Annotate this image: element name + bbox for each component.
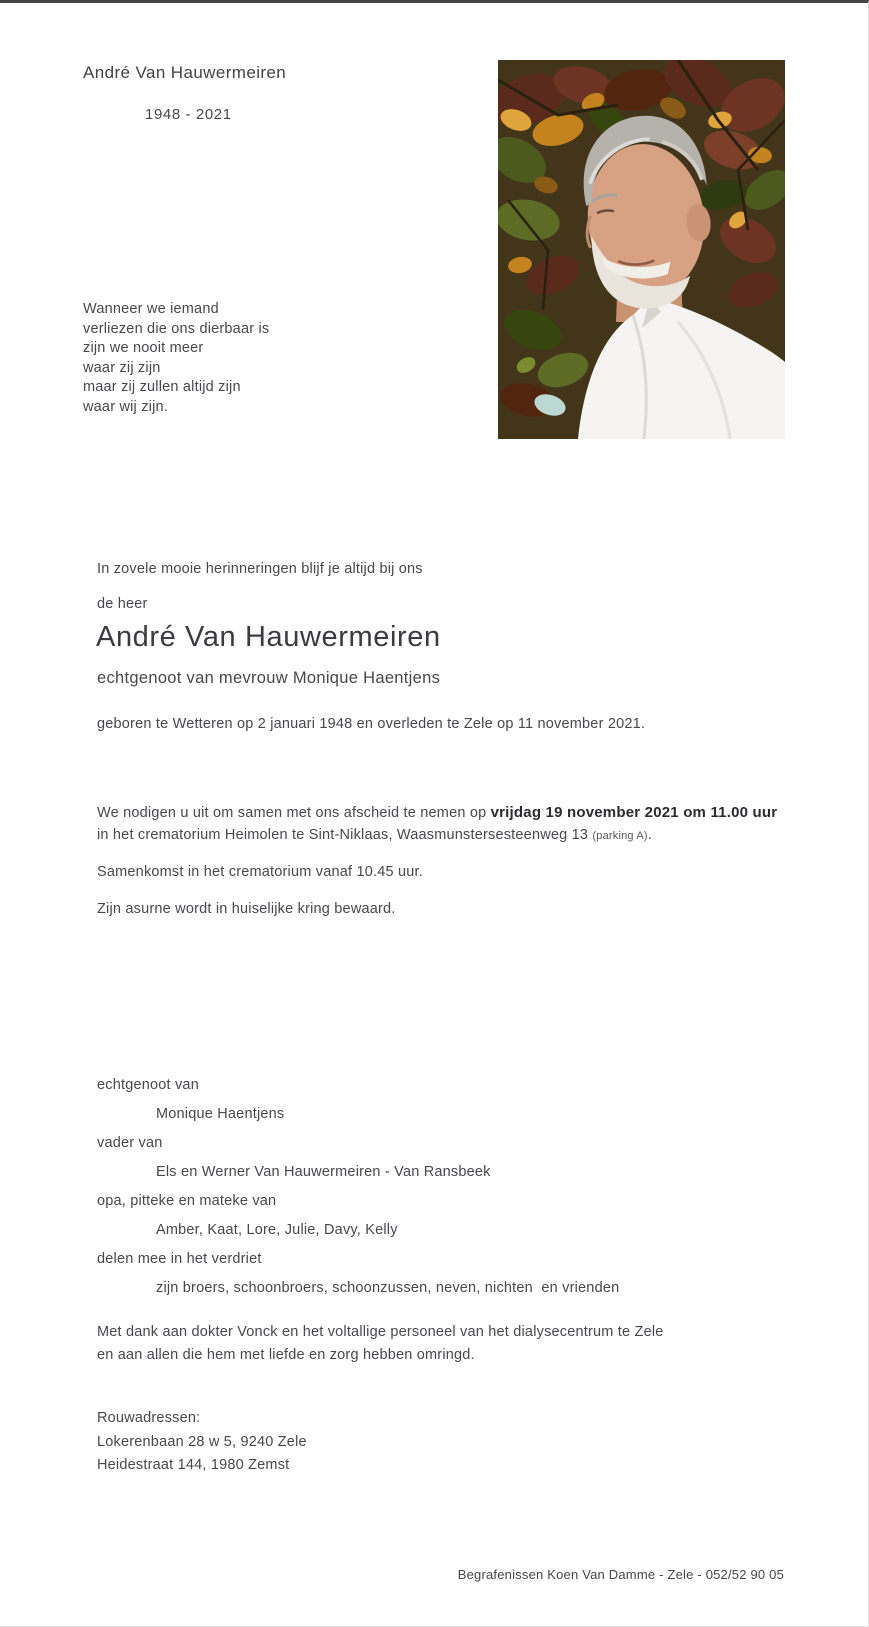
address-line: Heidestraat 144, 1980 Zemst — [97, 1457, 290, 1473]
address-line: Lokerenbaan 28 w 5, 9240 Zele — [97, 1433, 307, 1450]
invitation-line — [97, 803, 797, 824]
memory-line: In zovele mooie herinneringen blijf je altijd bij ons — [97, 561, 423, 577]
acknowledgement-line: Met dank aan dokter Vonck en het voltallige personeel van het dialysecentrum te Zele — [97, 1324, 664, 1340]
family-names: Amber, Kaat, Lore, Julie, Davy, Kelly — [156, 1222, 398, 1238]
birth-death-line: geboren te Wetteren op 2 januari 1948 en overleden te Zele op 11 november 2021. — [97, 716, 646, 732]
acknowledgement — [97, 1321, 797, 1367]
invitation-prefix: We nodigen u uit om samen met ons afscheid te nemen op — [97, 805, 491, 821]
invitation-datetime: vrijdag 19 november 2021 om 11.00 uur — [490, 804, 778, 821]
poem-line: Wanneer we iemand — [83, 301, 219, 317]
funeral-home-credit: Begrafenissen Koen Van Damme - Zele - 052/52 90 05 — [457, 1567, 784, 1582]
salutation: de heer — [97, 596, 148, 612]
family-role: delen mee in het verdriet — [97, 1251, 262, 1267]
addresses-title: Rouwadressen: — [97, 1410, 201, 1426]
poem-line: waar zij zijn — [83, 359, 161, 376]
deceased-name-header: André Van Hauwermeiren — [83, 63, 287, 82]
location-text: in het crematorium Heimolen te Sint-Niklaas, Waasmunstersesteenweg 13 — [97, 827, 593, 843]
family-names: Els en Werner Van Hauwermeiren - Van Ransbeek — [156, 1164, 491, 1180]
family-names: zijn broers, schoonbroers, schoonzussen, neven, nichten en vrienden — [156, 1280, 620, 1296]
portrait-photo-graphic — [498, 60, 785, 439]
life-years: 1948 - 2021 — [145, 106, 232, 123]
portrait-photo — [498, 60, 785, 439]
location-line — [97, 826, 797, 847]
family-role: opa, pitteke en mateke van — [97, 1193, 277, 1209]
location-period: . — [647, 827, 653, 843]
poem-line: verliezen die ons dierbaar is — [83, 320, 270, 337]
poem-line: zijn we nooit meer — [83, 340, 204, 356]
family-names: Monique Haentjens — [156, 1106, 285, 1122]
poem-line: maar zij zullen altijd zijn — [83, 379, 241, 395]
poem-line: waar wij zijn. — [83, 398, 168, 415]
gathering-line: Samenkomst in het crematorium vanaf 10.45 uur. — [97, 864, 423, 880]
family-role: echtgenoot van — [97, 1077, 199, 1093]
family-role: vader van — [97, 1135, 163, 1151]
deceased-name-main: André Van Hauwermeiren — [96, 621, 441, 653]
parking-note: (parking A) — [592, 830, 648, 842]
poem — [83, 300, 269, 417]
mourning-addresses — [97, 1407, 307, 1478]
urn-line: Zijn asurne wordt in huiselijke kring bewaard. — [97, 901, 396, 917]
acknowledgement-line: en aan allen die hem met liefde en zorg hebben omringd. — [97, 1347, 475, 1363]
spouse-line: echtgenoot van mevrouw Monique Haentjens — [97, 669, 441, 687]
